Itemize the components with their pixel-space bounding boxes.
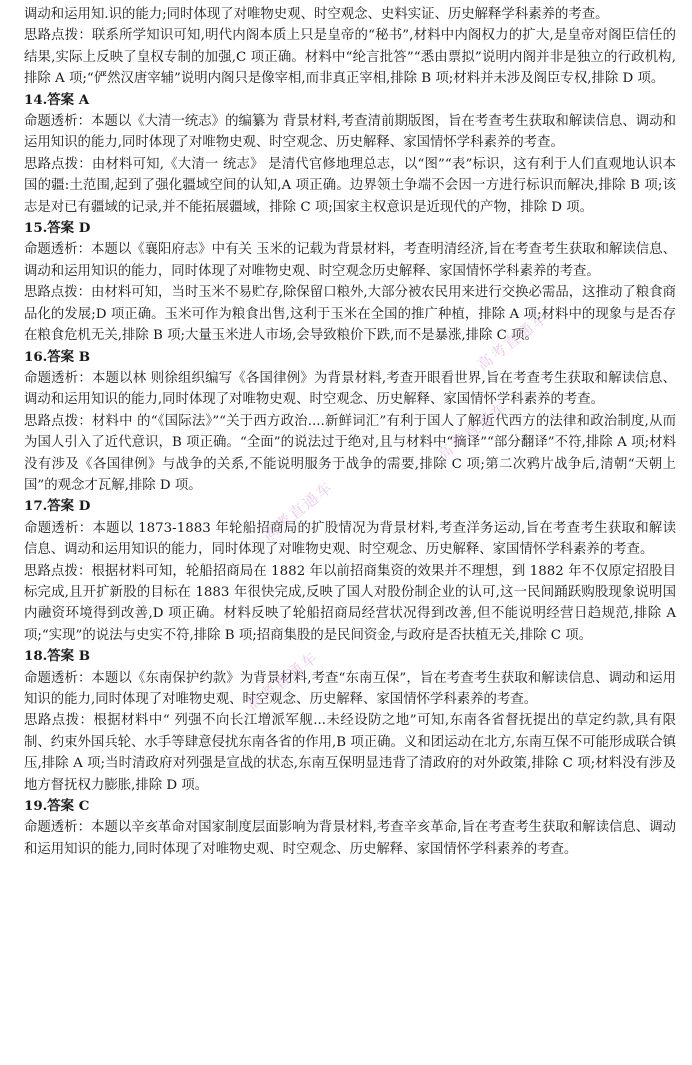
paragraph: 调动和运用知.识的能力;同时体现了对唯物史观、时空观念、史料实证、历史解释学科素养的考查。 <box>24 7 609 22</box>
paragraph: 命题透析：本题以林 则徐组织编写《各国律例》为背景材料,考查开眼看世界,旨在考查考生获取和解读信息、调动和运用知识的能力,同时体现了对唯物史观、时空观念、历史解释、家国情怀学科素养的考查。 <box>24 370 676 408</box>
answer-heading: 19.答案 C <box>24 798 90 815</box>
answer-heading: 18.答案 B <box>24 648 91 665</box>
watermark: 高考直通车 <box>473 307 552 375</box>
paragraph: 命题透析：本题以辛亥革命对国家制度层面影响为背景材料,考查辛亥革命,旨在考查考生获取和解读信息、调动和运用知识的能力,同时体现了对唯物史观、时空观念、历史解释、家国情怀学科素养的考查。 <box>24 820 676 857</box>
paragraph: 思路点拨：材料中 的“《国际法》”“关于西方政治....新鲜词汇”有利于国人了解近代西方的法律和政治制度,从而为国人引入了近代意识，B 项正确。“全面”的说法过于绝对,且与材料中“摘译”“部分翻译”不符,排除 A 项;材料没有涉及《各国律例》与战争的关系,不能说明服务于战争的需要,排除 C 项;第二次鸦片战争后,清朝“天朝上国”的观念才瓦解,排除 D 项。 <box>24 413 676 493</box>
paragraph: 思路点拨：联系所学知识可知,明代内阁本质上只是皇帝的“秘书”,材料中内阁权力的扩大,是皇帝对阁臣信任的结果,实际上反映了皇权专制的加强,C 项正确。材料中“纶言批答”“悉由票拟”说明内阁并非是独立的行政机构,排除 A 项;“俨然汉唐宰辅”说明内阁只是像宰相,而非真正宰相,排除 B 项;材料并未涉及阁臣专权,排除 D 项。 <box>24 28 676 87</box>
watermark: 高考直通车 <box>258 477 337 545</box>
paragraph: 思路点拨：由材料可知,《大清一 统志》 是清代官修地理总志，以“图”“表”标识，这有利于人们直观地认识本国的疆:土范围,起到了强化疆域空间的认知,A 项正确。边界领土争端不会因一方进行标识而解决,排除 B 项;该志是对已有疆域的记录,并不能拓展疆域，排除 C 项;国家主权意识是近现代的产物，排除 D 项。 <box>24 156 676 215</box>
paragraph: 命题透析：本题以《东南保护约款》为背景材料,考查“东南互保”，旨在考查考生获取和解读信息、调动和运用知识的能力,同时体现了对唯物史观、时空观念、历史解释、家国情怀学科素养的考查。 <box>24 670 676 707</box>
answer-heading: 15.答案 D <box>24 220 91 237</box>
paragraph: 命题透析：本题以《襄阳府志》中有关 玉米的记载为背景材料，考查明清经济,旨在考查考生获取和解读信息、调动和运用知识的能力，同时体现了对唯物史观、时空观念历史解释、家国情怀学科素养的考查。 <box>24 242 676 279</box>
paragraph: 思路点拨：根据材料可知，轮船招商局在 1882 年以前招商集资的效果并不理想，到 1882 年不仅原定招股目标完成,且开扩新股的目标在 1883 年很快完成,反映了国人对股份制企业的认可,这一民间踊跃购股现象说明国内融资环境得到改善,D 项正确。材料反映了轮船招商局经营状况得到改善,但不能说明经营日趋规范,排除 A 项;“实现”的说法与史实不符,排除 B 项;招商集股的是民间资金,与政府是否扶植无关,排除 C 项。 <box>24 563 676 643</box>
watermark: 高考直通车 <box>243 647 322 715</box>
document-body <box>24 4 676 860</box>
paragraph: 命题透析：本题以《大清一统志》的编纂为 背景材料,考查清前期版图，旨在考查考生获取和解读信息、调动和运用知识的能力,同时体现了对唯物史观、时空观念、历史解释、家国情怀学科素养的考查。 <box>24 114 676 151</box>
answer-heading: 17.答案 D <box>24 498 91 515</box>
answer-heading: 14.答案 A <box>24 91 90 108</box>
watermark: 高考直通车 <box>433 397 512 465</box>
paragraph: 思路点拨：根据材料中“ 列强不向长江增派军舰...未经设防之地”可知,东南各省督抚提出的草定约款,具有限制、约束外国兵轮、水手等肆意侵扰东南各省的作用,B 项正确。义和团运动在北方,东南互保不可能形成联合镇压,排除 A 项;当时清政府对列强是宣战的状态,东南互保明显违背了清政府的对外政策,排除 C 项;材料没有涉及地方督抚权力膨胀,排除 D 项。 <box>24 713 676 793</box>
paragraph: 命题透析：本题以 1873-1883 年轮船招商局的扩股情况为背景材料,考查洋务运动,旨在考查考生获取和解读信息、调动和运用知识的能力，同时体现了对唯物史观、时空观念、历史解释、家国情怀学科素养的考查。 <box>24 520 676 558</box>
paragraph: 思路点拨：由材料可知，当时玉米不易贮存,除保留口粮外,大部分被农民用来进行交换必需品，这推动了粮食商品化的发展;D 项正确。玉米可作为粮食出售,这利于玉米在全国的推广种植，排除 A 项;材料中的现象与是否存在粮食危机无关,排除 B 项;大量玉米进人市场,会导致粮价下跌,而不是暴涨,排除 C 项。 <box>24 285 676 344</box>
answer-heading: 16.答案 B <box>24 348 91 365</box>
